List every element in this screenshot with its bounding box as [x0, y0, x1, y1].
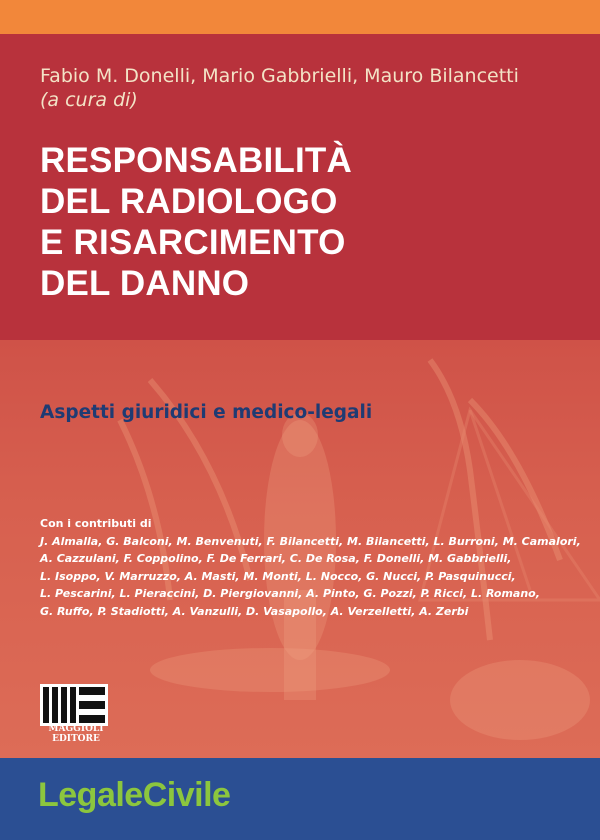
- title-line-2: DEL RADIOLOGO: [40, 182, 338, 221]
- editors-names: Fabio M. Donelli, Mario Gabbrielli, Mauro Bilancetti: [40, 65, 519, 87]
- contributors-line-2: A. Cazzulani, F. Coppolino, F. De Ferrari, C. De Rosa, F. Donelli, M. Gabbrielli,: [40, 552, 512, 566]
- contributors: [40, 515, 585, 621]
- publisher-line-1: MAGGIOLI: [48, 724, 104, 734]
- title-line-1: RESPONSABILITÀ: [40, 141, 352, 180]
- editors: [40, 64, 580, 112]
- title-line-3: E RISARCIMENTO: [40, 223, 346, 262]
- orange-strip: [0, 0, 600, 34]
- title-line-4: DEL DANNO: [40, 264, 250, 303]
- contributors-intro: Con i contributi di: [40, 517, 152, 530]
- series-name: LegaleCivile: [38, 776, 231, 814]
- contributors-line-1: J. Almalla, G. Balconi, M. Benvenuti, F. Bilancetti, M. Bilancetti, L. Burroni, M. Camalori,: [40, 534, 581, 548]
- maggioli-mark-icon: [40, 684, 108, 726]
- maggioli-logo-icon: [40, 684, 108, 726]
- publisher-line-2: EDITORE: [52, 734, 100, 744]
- editors-role: (a cura di): [40, 89, 138, 111]
- publisher-logo: [40, 684, 110, 744]
- book-title: [40, 140, 580, 304]
- publisher-name: [40, 724, 112, 744]
- contributors-line-5: G. Ruffo, P. Stadiotti, A. Vanzulli, D. Vasapollo, A. Verzelletti, A. Zerbi: [40, 604, 469, 618]
- contributors-line-4: L. Pescarini, L. Pieraccini, D. Piergiovanni, A. Pinto, G. Pozzi, P. Ricci, L. Romano,: [40, 587, 540, 601]
- book-subtitle: Aspetti giuridici e medico-legali: [40, 402, 373, 423]
- contributors-line-3: L. Isoppo, V. Marruzzo, A. Masti, M. Monti, L. Nocco, G. Nucci, P. Pasquinucci,: [40, 569, 516, 583]
